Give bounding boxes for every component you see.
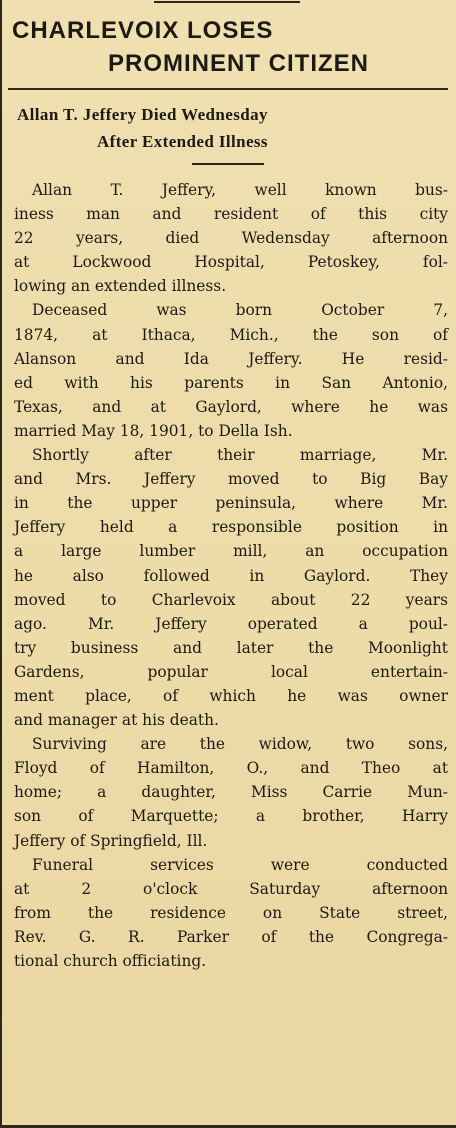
article-line: a large lumber mill, an occupation — [14, 542, 448, 561]
article-line: Shortly after their marriage, Mr. — [32, 446, 448, 465]
article-line: Floyd of Hamilton, O., and Theo at — [14, 759, 448, 778]
headline-divider — [8, 88, 448, 90]
article-line: at 2 o'clock Saturday afternoon — [14, 879, 448, 898]
headline-line-1: CHARLEVOIX LOSES — [12, 17, 274, 44]
article-line: from the residence on State street, — [14, 903, 448, 922]
article-line: try business and later the Moonlight — [14, 638, 448, 657]
article-line: Funeral services were conducted — [32, 855, 448, 874]
headline-line-2: PROMINENT CITIZEN — [108, 50, 369, 77]
top-rule — [154, 1, 300, 3]
article-line: ago. Mr. Jeffery operated a poul- — [14, 614, 448, 633]
article-line: tional church officiating. — [14, 952, 207, 970]
article-line: at Lockwood Hospital, Petoskey, fol- — [14, 253, 448, 272]
article-body — [14, 178, 448, 973]
article-line: ment place, of which he was owner — [14, 686, 448, 705]
article-line: Deceased was born October 7, — [32, 301, 448, 320]
article-line: and Mrs. Jeffery moved to Big Bay — [14, 470, 448, 489]
article-line: Texas, and at Gaylord, where he was — [14, 397, 448, 416]
article-line: Gardens, popular local entertain- — [14, 662, 448, 681]
subheadline-divider — [192, 163, 264, 165]
subheadline-line-2: After Extended Illness — [97, 132, 268, 151]
article-line: 1874, at Ithaca, Mich., the son of — [14, 325, 448, 344]
article-line: Rev. G. R. Parker of the Congrega- — [14, 927, 448, 946]
subheadline-line-1: Allan T. Jeffery Died Wednesday — [17, 105, 268, 124]
headline — [10, 14, 450, 80]
article-line: Surviving are the widow, two sons, — [32, 735, 448, 754]
article-line: 22 years, died Wedensday afternoon — [14, 229, 448, 248]
article-line: iness man and resident of this city — [14, 205, 448, 224]
subheadline — [10, 101, 450, 155]
article-line: son of Marquette; a brother, Harry — [14, 807, 448, 826]
article-line: moved to Charlevoix about 22 years — [14, 590, 448, 609]
article-line: in the upper peninsula, where Mr. — [14, 494, 448, 513]
article-line: home; a daughter, Miss Carrie Mun- — [14, 783, 448, 802]
article-line: Jeffery held a responsible position in — [14, 518, 448, 537]
article-line: Allan T. Jeffery, well known bus- — [32, 181, 448, 199]
article-line: Jeffery of Springfield, Ill. — [14, 831, 208, 850]
article-line: Alanson and Ida Jeffery. He resid- — [14, 349, 448, 368]
article-line: ed with his parents in San Antonio, — [14, 373, 448, 392]
article-line: lowing an extended illness. — [14, 277, 227, 296]
article-line: he also followed in Gaylord. They — [14, 566, 448, 585]
article-line: married May 18, 1901, to Della Ish. — [14, 421, 293, 440]
article-line: and manager at his death. — [14, 711, 219, 730]
